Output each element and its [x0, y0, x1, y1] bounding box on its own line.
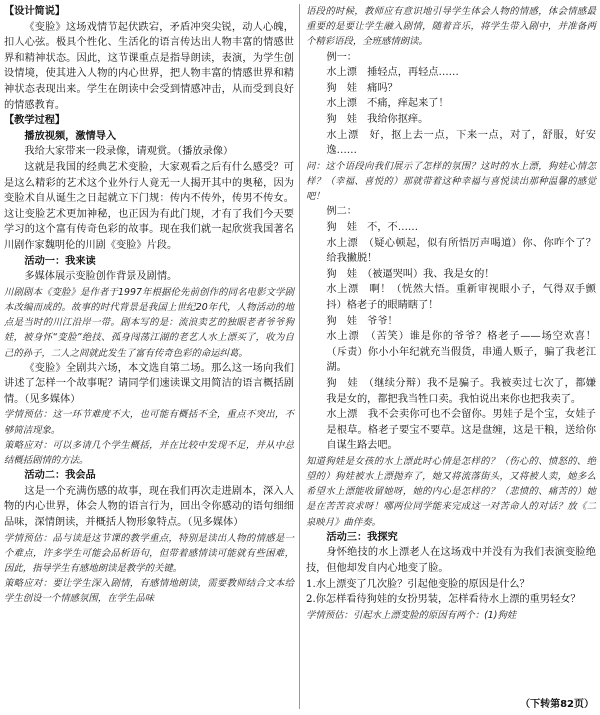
right-column-paragraph: 狗 娃 痛吗？ — [326, 82, 398, 94]
right-column-paragraph: 水上漂 不痛，痒起来了！ — [326, 98, 449, 110]
right-column-paragraph: 水上漂 啊！（恍然大悟。重新审视眼小子，气得双手颤抖）格老子的眼睛瞎了！ — [326, 284, 596, 311]
left-column-paragraph: 《变脸》全剧共六场，本文选自第二场。那么这一场向我们讲述了怎样一个故事呢？请同学们速读课文用简洁的语言概括剧情。（见多媒体） — [4, 362, 294, 405]
left-column — [4, 4, 294, 607]
left-column-paragraph: 活动二：我会品 — [24, 469, 96, 482]
column-divider — [299, 4, 300, 709]
right-column-paragraph: 例二： — [326, 206, 357, 218]
right-column-paragraph: 水上漂 （疑心顿起，似有所悟厉声喝道）你、你咋个了？给我撇脱！ — [326, 237, 596, 265]
right-column-paragraph: 例一： — [326, 51, 357, 63]
left-column-paragraph: 《变脸》这场戏情节起伏跌宕，矛盾冲突尖锐，动人心魄，扣人心弦。极具个性化、生活化的语言传达出人物丰富的情感世界和精神状态。因此，这节课重点是指导朗读，表演，为学生创设情境，使其进入人物的内心世界，把人物丰富的情感世界和精神状态表现出来。学生在朗读中会受到情感冲击，从而受到良好的情感教育。 — [4, 21, 294, 111]
right-column-paragraph: 身怀绝技的水上漂老人在这场戏中并没有为我们表演变脸绝技，但他却发自内心地变了脸。 — [306, 547, 596, 575]
continued-page-ref: （下转第82页） — [520, 699, 594, 711]
left-column-paragraph: 【设计简说】 — [4, 5, 66, 17]
right-column — [306, 4, 596, 623]
right-column-paragraph: 语段的时候，教师应有意识地引导学生体会人物的情感，体会情感最重要的是要让学生融入剧情，随着音乐，将学生带入剧中，并准备两个精彩语段，全班感情朗读。 — [306, 6, 596, 48]
right-column-paragraph: 1.水上漂变了几次脸？引起他变脸的原因是什么？ — [306, 578, 530, 590]
right-column-paragraph: 学情预估：引起水上漂变脸的原因有两个：(1)狗娃 — [306, 609, 517, 621]
right-column-paragraph: 2.你怎样看待狗娃的女扮男装，怎样看待水上漂的重男轻女？ — [306, 594, 581, 606]
left-column-paragraph: 活动一：我来读 — [24, 254, 96, 267]
right-column-paragraph: 水上漂 （苦笑）谁是你的爷爷？格老子——场空欢喜！（斥责）你小小年纪就充当假货，串通人贩子，骗了我老江湖。 — [326, 331, 596, 374]
left-column-paragraph: 策略应对：要让学生深入剧情，有感情地朗读，需要教师结合文本给学生创设一个情感氛围，在学生品味 — [4, 578, 294, 605]
left-column-paragraph: 学情预估：品与读是这节课的教学重点，特别是读出人物的情感是一个难点，许多学生可能会品析语句，但带着感情读可能就有些困难，因此，指导学生有感地朗读是教学的关键。 — [4, 532, 294, 575]
left-column-paragraph: 【教学过程】 — [4, 114, 66, 127]
right-column-paragraph: 狗 娃 爷爷！ — [326, 315, 398, 327]
left-column-paragraph: 策略应对：可以多请几个学生概括，并在比较中发现不足，并从中总结概括剧情的方法。 — [4, 439, 294, 467]
right-column-paragraph: 狗 娃 （继续分辩）我不是骗子。我被卖过七次了，都嫌我是女的，都把我当牲口卖。我怕说出来你也把我卖了。 — [326, 377, 596, 405]
right-column-paragraph: 知道狗娃是女孩的水上漂此时心情是怎样的？（伤心的、愤怒的、绝望的）狗娃被水上漂抛弃了，她又将流落街头，又将被人卖，她多么希望水上漂能收留她呀，她的内心是怎样的？（悲愤的、痛苦的）她是在苦苦哀求呀！哪两位同学能来完成这一对苦命人的对话？放《二泉映月》曲伴奏。 — [306, 455, 596, 528]
left-column-paragraph: 这就是我国的经典艺术变脸，大家观看之后有什么感受？可是这么精彩的艺术这个业外行人竟无一人揭开其中的奥秘，因为变脸术自从诞生之日起就立下门规：传内不传外，传男不传女。这让变脸艺术更加神秘，也正因为有此门规，才有了我们今天要学习的这个富有传奇色彩的故事。现在我们就一起欣赏我国著名川剧作家魏明伦的川剧《变脸》片段。 — [4, 161, 294, 251]
right-column-paragraph: 活动三：我探究 — [326, 530, 398, 543]
right-column-paragraph: 水上漂 我不会卖你可也不会留你。男娃子是个宝，女娃子是根草。格老子要宝不要草。这是盘缠，这是干粮，送给你自谋生路去吧。 — [326, 409, 596, 452]
left-column-paragraph: 川剧剧本《变脸》是作者于1997年根据伦先前创作的同名电影文学剧本改编而成的。故事的时代背景是我国上世纪20年代，人物活动的地点是当时的川江沿岸一带。剧本写的是：流浪卖艺的独眼老者爷爷狗娃，被身怀“变脸”绝技、孤身闯荡江湖的老艺人水上漂买了，收为自己的孙子，二人之间就此发生了富有传奇色彩的命运纠葛。 — [4, 286, 294, 359]
left-column-paragraph: 播放视频，激情导入 — [24, 129, 117, 142]
left-column-paragraph: 学情预估：这一环节难度不大，也可能有概括不全，重点不突出，不够简洁现象。 — [4, 409, 294, 436]
right-column-paragraph: 问：这个语段向我们展示了怎样的氛围？这时的水上漂，狗娃心情怎样？（幸福、喜悦的）那就带着这种幸福与喜悦读出那种温馨的感觉吧！ — [306, 160, 596, 203]
right-column-paragraph: 狗 娃 我给你抠痒。 — [326, 113, 429, 125]
right-column-paragraph: 水上漂 好，抠上去一点，下来一点，对了，舒服，好安逸…… — [326, 129, 596, 157]
right-column-paragraph: 狗 娃 不，不…… — [326, 221, 419, 233]
right-column-paragraph: 狗 娃 （被逼哭叫）我、我是女的！ — [326, 268, 495, 280]
left-column-paragraph: 多媒体展示变脸创作背景及剧情。 — [24, 271, 178, 283]
footer — [520, 697, 594, 713]
right-column-paragraph: 水上漂 捶轻点，再轻点…… — [326, 67, 459, 79]
left-column-paragraph: 我给大家带来一段录像，请观赏。（播放录像） — [24, 146, 234, 158]
left-column-paragraph: 这是一个充满伤感的故事，现在我们再次走进剧本，深入人物的内心世界，体会人物的语言行为，回出令你感动的语句细细品味，深情朗读，并概括人物形象特点。（见多媒体） — [4, 485, 294, 529]
